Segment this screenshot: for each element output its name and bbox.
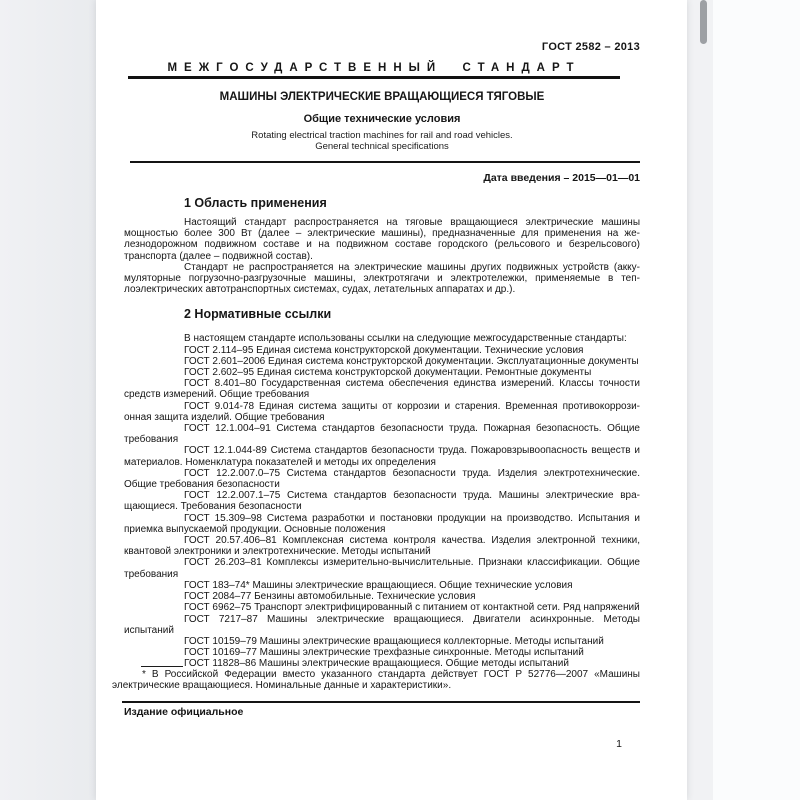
- page-content: [124, 0, 640, 670]
- standard-kind-banner: МЕЖГОСУДАРСТВЕННЫЙ СТАНДАРТ: [128, 62, 620, 79]
- footer-divider: [122, 701, 640, 703]
- reference-item: ГОСТ 9.014-78 Единая система защиты от коррозии и старения. Временная противокоррозионная защита изделий. Общие требования: [124, 400, 640, 423]
- reference-item: ГОСТ 2.602–95 Единая система конструкторской документации. Ремонтные документы: [184, 367, 592, 379]
- reference-item: ГОСТ 10159–79 Машины электрические вращающиеся коллекторные. Методы испытаний: [184, 635, 604, 647]
- document-subtitle-russian: Общие технические условия: [303, 113, 461, 125]
- document-title-russian: МАШИНЫ ЭЛЕКТРИЧЕСКИЕ ВРАЩАЮЩИЕСЯ ТЯГОВЫЕ: [219, 91, 545, 103]
- footnote-text: * В Российской Федерации вместо указанного стандарта действует ГОСТ Р 52776—2007 «Машины электрические вращающиеся. Номинальные данные и характеристики».: [112, 669, 640, 692]
- reference-item: ГОСТ 2.601–2006 Единая система конструкторской документации. Эксплуатационные документы: [184, 355, 639, 367]
- document-title-english-line2: General technical specifications: [315, 140, 449, 152]
- reference-item: ГОСТ 15.309–98 Система разработки и постановки продукции на производство. Испытания и приемка выпускаемой продукции. Основные положения: [124, 512, 640, 535]
- document-title-english-line1: Rotating electrical traction machines for rail and road vehicles.: [251, 130, 513, 141]
- reference-item: ГОСТ 10169–77 Машины электрические трехфазные синхронные. Методы испытаний: [184, 647, 584, 659]
- viewer-background-right: [713, 0, 800, 800]
- reference-item: ГОСТ 11828–86 Машины электрические вращающиеся. Общие методы испытаний: [184, 658, 569, 670]
- reference-item: ГОСТ 6962–75 Транспорт электрифицированный с питанием от контактной сети. Ряд напряжений: [184, 602, 640, 614]
- standard-code: ГОСТ 2582 – 2013: [541, 41, 640, 53]
- section-2-intro: В настоящем стандарте использованы ссылки на следующие межгосударственные стандарты:: [184, 333, 627, 345]
- effective-date: Дата введения – 2015—01—01: [483, 172, 640, 184]
- section-1-paragraph: Стандарт не распространяется на электрические машины других подвижных устройств (аккумуляторные погрузочно-разгрузочные машины, электротягачи и электротележки, применяемые в теплоэлектрических автотранспортных системах, судах, летательных аппаратах и др.).: [124, 261, 640, 296]
- reference-item: ГОСТ 12.1.004–91 Система стандартов безопасности труда. Пожарная безопасность. Общие требования: [124, 423, 640, 446]
- page-footer: [112, 666, 640, 750]
- references-list: [124, 345, 640, 670]
- reference-item: ГОСТ 12.1.044-89 Система стандартов безопасности труда. Пожаровзрывоопасность веществ и материалов. Номенклатура показателей и методы их определения: [124, 445, 640, 468]
- reference-item: ГОСТ 183–74* Машины электрические вращающиеся. Общие технические условия: [184, 579, 573, 591]
- reference-item: ГОСТ 2.114–95 Единая система конструкторской документации. Технические условия: [184, 344, 584, 356]
- reference-item: ГОСТ 8.401–80 Государственная система обеспечения единства измерений. Классы точности средств измерений. Общие требования: [124, 378, 640, 401]
- scrollbar-track[interactable]: [687, 0, 713, 800]
- header-divider: [130, 161, 640, 163]
- reference-item: ГОСТ 12.2.007.0–75 Система стандартов безопасности труда. Изделия электротехнические. Общие требования безопасности: [124, 467, 640, 491]
- section-1-heading: 1 Область применения: [184, 196, 327, 210]
- page-number: 1: [616, 737, 622, 750]
- scrollbar-thumb[interactable]: [700, 0, 707, 44]
- document-page: [96, 0, 687, 800]
- reference-item: ГОСТ 2084–77 Бензины автомобильные. Технические условия: [184, 591, 476, 603]
- reference-item: ГОСТ 7217–87 Машины электрические вращающиеся. Двигатели асинхронные. Методы испытаний: [124, 613, 640, 636]
- viewer-background-left: [0, 0, 96, 800]
- edition-note: Издание официальное: [124, 705, 244, 718]
- reference-item: ГОСТ 12.2.007.1–75 Система стандартов безопасности труда. Машины электрические вращающиеся. Требования безопасности: [124, 490, 640, 513]
- section-2-heading: 2 Нормативные ссылки: [184, 307, 332, 322]
- footnote-divider: [141, 666, 183, 667]
- reference-item: ГОСТ 26.203–81 Комплексы измерительно-вычислительные. Признаки классификации. Общие требования: [124, 557, 640, 580]
- section-1-paragraph: Настоящий стандарт распространяется на тяговые вращающиеся электрические машины мощностью более 300 Вт (далее – электрические машины), предназначенные для применения на железнодорожном подвижном составе и на подвижном составе городского (рельсового и безрельсового) транспорта (далее – подвижной состав).: [124, 217, 640, 262]
- reference-item: ГОСТ 20.57.406–81 Комплексная система контроля качества. Изделия электронной техники, квантовой электроники и электротехнические. Методы испытаний: [124, 535, 640, 558]
